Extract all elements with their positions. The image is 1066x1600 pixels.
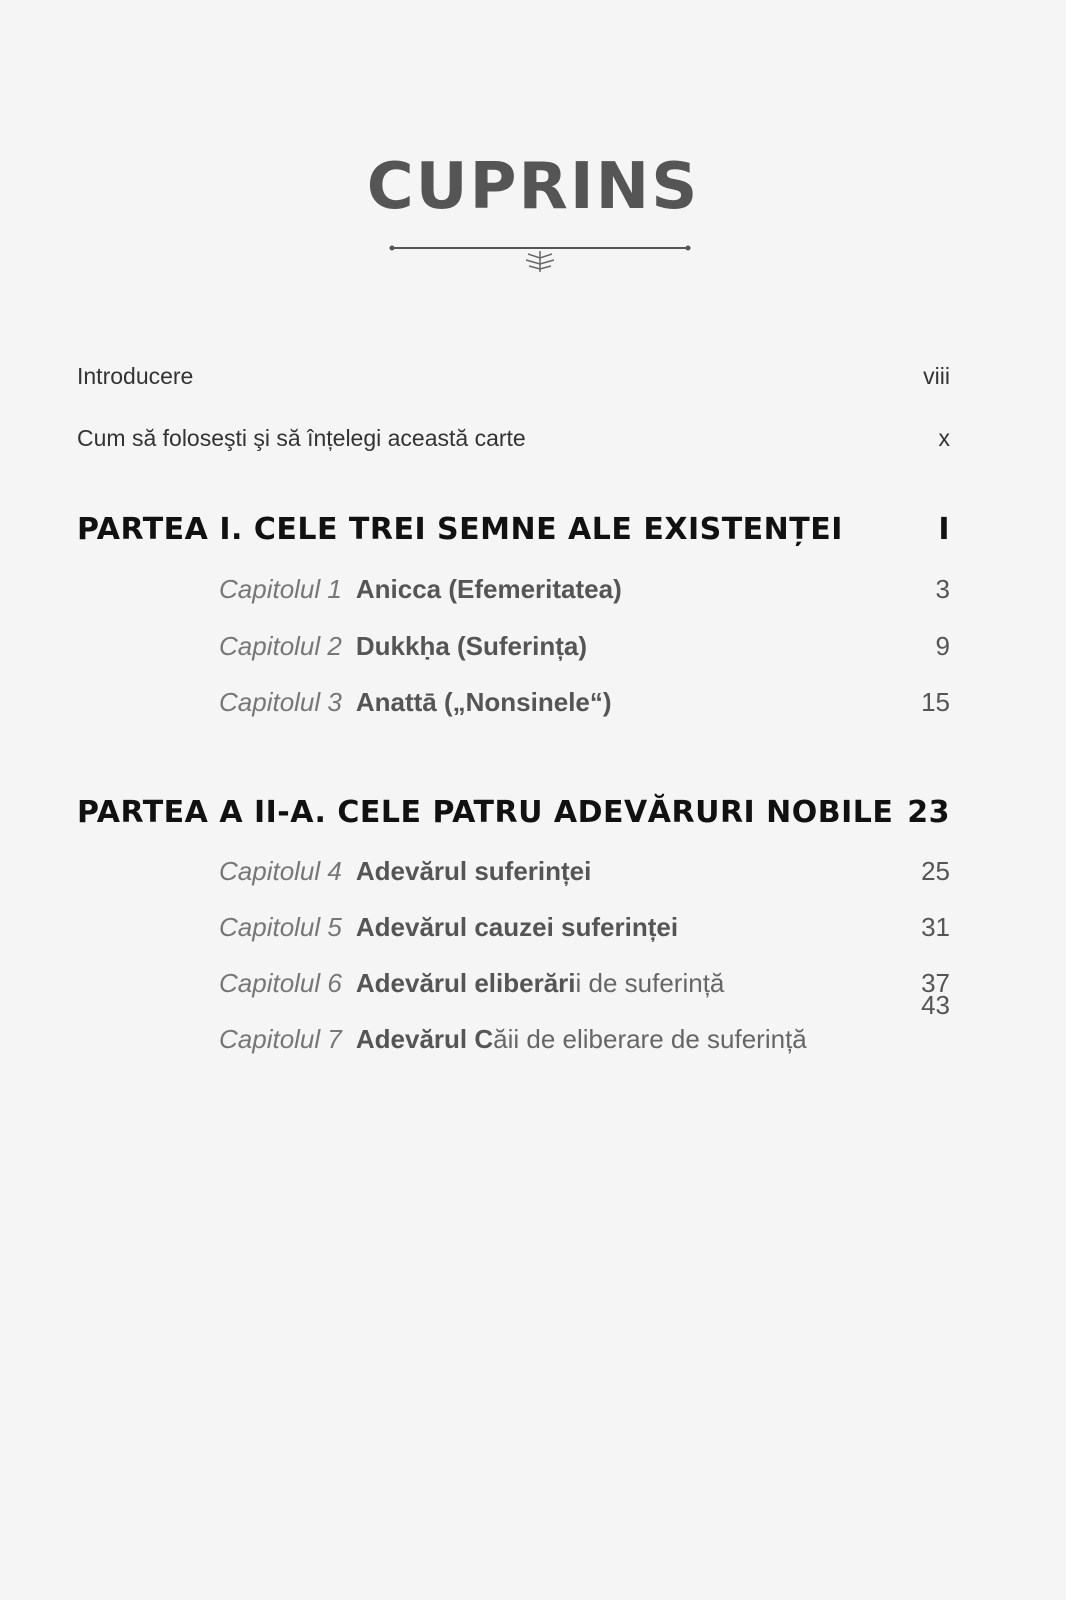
chapter-page: 37: [921, 968, 950, 998]
chapter-page: 15: [921, 687, 950, 717]
chapter-title: Dukkḥa (Suferința): [355, 631, 588, 661]
chapter-page: 9: [935, 631, 950, 661]
chapter-label: Capitolul 5: [219, 912, 342, 942]
part-title: PARTEA I. CELE TREI SEMNE ALE EXISTENȚEI: [77, 512, 843, 547]
chapter-title: Adevărul eliberări: [355, 968, 576, 998]
chapter-title: Anattā („Nonsinele“): [355, 687, 612, 717]
entry-title: Cum să foloseşti şi să înțelegi această carte: [77, 425, 526, 451]
chapter-title: Anicca (Efemeritatea): [355, 574, 622, 604]
chapter-label: Capitolul 2: [219, 631, 342, 661]
chapter-page: 43: [921, 990, 950, 1020]
chapter-label: Capitolul 4: [219, 856, 342, 886]
part-page: 23: [907, 795, 950, 830]
chapter-label: Capitolul 6: [219, 968, 342, 998]
chapter-label: Capitolul 3: [219, 687, 342, 717]
chapter-title: Adevărul C: [355, 1024, 494, 1054]
chapter-label: Capitolul 1: [219, 574, 342, 604]
chapter-title: Adevărul cauzei suferinței: [355, 912, 679, 942]
chapter-title-rest: ăii de eliberare de suferință: [493, 1024, 807, 1054]
chapter-title: Adevărul suferinței: [355, 856, 592, 886]
tree-ornament-icon: [388, 240, 692, 276]
chapter-page: 3: [935, 574, 950, 604]
chapter-page: 25: [921, 856, 950, 886]
entry-title: Introducere: [77, 363, 194, 389]
chapter-label: Capitolul 7: [219, 1024, 342, 1054]
chapter-title-rest: i de suferință: [575, 968, 725, 998]
chapter-page: 31: [921, 912, 950, 942]
entry-page: x: [938, 425, 950, 451]
page-title: CUPRINS: [366, 150, 700, 224]
entry-page: viii: [923, 363, 950, 389]
part-page: I: [938, 512, 950, 547]
part-title: PARTEA A II-A. CELE PATRU ADEVĂRURI NOBILE: [77, 795, 894, 830]
